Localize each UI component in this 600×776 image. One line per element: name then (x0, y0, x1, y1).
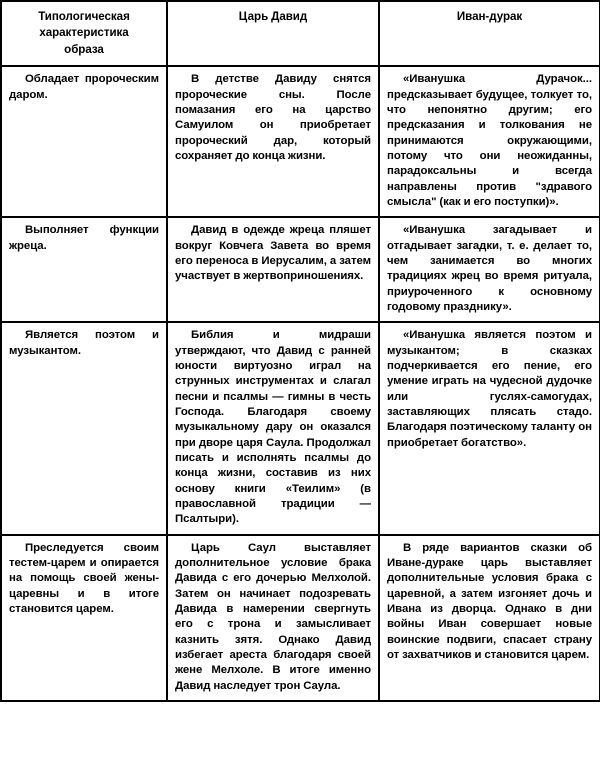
cell-david: Библия и мидраши утверждают, что Давид с ранней юности виртуозно играл на струнных инструментах и слагал песни и псалмы — гимны в честь Господа. Благодаря своему музыкальному дару он оказался при дворе царя Саула. Продолжал писать и исполнять псалмы до конца жизни, составив из них основу книги «Теилим» (в православной традиции — Псалтыри). (167, 322, 379, 534)
cell-trait: Выполняет функции жреца. (1, 217, 167, 322)
cell-david: Давид в одежде жреца пляшет вокруг Ковчега Завета во время его переноса в Иерусалим, а затем участвует в жертвоприношениях. (167, 217, 379, 322)
table-row (1, 535, 600, 701)
column-header-ivan: Иван-дурак (379, 1, 600, 66)
cell-ivan: «Иванушка загадывает и отгадывает загадки, т. е. делает то, чем занимается во многих традициях жрец во время ритуала, приуроченного к основному годовому празднику». (379, 217, 600, 322)
table-body (1, 66, 600, 700)
table-header-row (1, 1, 600, 66)
table-row (1, 66, 600, 217)
cell-trait: Преследуется своим тестем-царем и опирается на помощь своей жены-царевны и в итоге становится царем. (1, 535, 167, 701)
column-header-david: Царь Давид (167, 1, 379, 66)
column-header-trait-line-2: характеристика (39, 26, 129, 40)
table-row (1, 322, 600, 534)
cell-david: В детстве Давиду снятся пророческие сны. После помазания его на царство Самуилом он приобретает пророческий дар, который сохраняет до конца жизни. (167, 66, 379, 217)
cell-ivan: В ряде вариантов сказки об Иване-дураке царь выставляет дополнительные условия брака с царевной, а затем изгоняет дочь и Ивана из дворца. Однако в дни войны Иван совершает новые воинские подвиги, спасает страну от захватчиков и становится царем. (379, 535, 600, 701)
cell-trait: Обладает пророческим даром. (1, 66, 167, 217)
column-header-trait-line-1: Типологическая (38, 10, 130, 23)
column-header-trait-line-3: образа (64, 42, 104, 56)
cell-ivan: «Иванушка является поэтом и музыкантом; в сказках подчеркивается его пение, его умение играть на чудесной дудочке или гуслях-самогудах, заставляющих плясать стадо. Благодаря поэтическому таланту он приобретает богатство». (379, 322, 600, 534)
table-row (1, 217, 600, 322)
cell-ivan: «Иванушка Дурачок... предсказывает будущее, толкует то, что непонятно другим; его предсказания и толкования не принимаются окружающими, потому что они неожиданны, парадоксальны и всегда направлены против "здравого смысла" (как и его поступки)». (379, 66, 600, 217)
table-header (1, 1, 600, 66)
cell-david: Царь Саул выставляет дополнительное условие брака Давида с его дочерью Мелхолой. Затем он начинает подозревать Давида в намерении свергнуть его с трона и замысливает казнить зятя. Однако Давид избегает ареста благодаря своей жене Мелхоле. В итоге именно Давид наследует трон Саула. (167, 535, 379, 701)
cell-trait: Является поэтом и музыкантом. (1, 322, 167, 534)
column-header-trait (1, 1, 167, 66)
